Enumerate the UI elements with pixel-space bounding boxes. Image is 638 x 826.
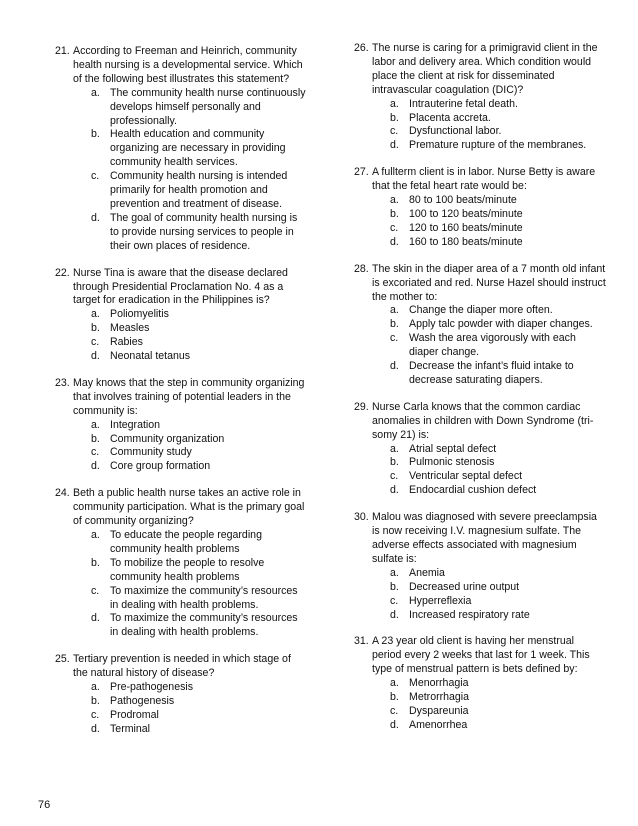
- option-letter: b.: [91, 432, 100, 445]
- option-letter: b.: [91, 128, 100, 141]
- answer-option: [390, 595, 606, 609]
- question-27: [354, 166, 606, 249]
- option-text: To mobilize the people to resolve community health problems: [110, 556, 265, 583]
- option-text: Rabies: [110, 336, 143, 349]
- answer-option: [390, 236, 606, 250]
- option-letter: b.: [91, 556, 100, 569]
- answer-option: [91, 723, 307, 737]
- answer-option: [91, 87, 307, 129]
- answer-option: [91, 557, 307, 585]
- option-text: Endocardial cushion defect: [409, 484, 537, 497]
- answer-option: [91, 350, 307, 364]
- option-letter: a.: [91, 86, 100, 99]
- option-text: Community study: [110, 446, 192, 459]
- answer-options: [73, 681, 307, 737]
- answer-option: [390, 222, 606, 236]
- answer-option: [91, 419, 307, 433]
- option-text: Prodromal: [110, 708, 159, 721]
- answer-option: [91, 585, 307, 613]
- option-letter: d.: [390, 235, 399, 248]
- page-number: 76: [38, 799, 51, 811]
- answer-option: [390, 705, 606, 719]
- option-letter: d.: [390, 360, 399, 373]
- option-letter: b.: [91, 322, 100, 335]
- option-text: Health education and community organizing are necessary in providing community health services.: [110, 128, 286, 169]
- question-text: The nurse is caring for a primigravid client in the labor and delivery area. Which condition would place the client at risk for disseminated intravascular coagulation (DIC)?: [372, 42, 598, 96]
- option-letter: b.: [91, 694, 100, 707]
- option-text: 80 to 100 beats/minute: [409, 194, 517, 207]
- answer-option: [91, 446, 307, 460]
- answer-option: [390, 581, 606, 595]
- answer-option: [91, 612, 307, 640]
- question-23: [55, 377, 307, 474]
- option-letter: a.: [390, 97, 399, 110]
- option-text: Intrauterine fetal death.: [409, 97, 518, 110]
- option-text: Ventricular septal defect: [409, 470, 523, 483]
- option-letter: c.: [390, 704, 399, 717]
- option-letter: d.: [91, 460, 100, 473]
- question-number: 23.: [55, 376, 70, 389]
- answer-option: [390, 98, 606, 112]
- option-text: Integration: [110, 418, 161, 431]
- option-letter: c.: [91, 708, 100, 721]
- answer-option: [390, 112, 606, 126]
- option-letter: d.: [390, 608, 399, 621]
- option-letter: a.: [390, 677, 399, 690]
- option-letter: d.: [390, 139, 399, 152]
- option-text: Terminal: [110, 722, 151, 735]
- option-letter: a.: [390, 442, 399, 455]
- answer-option: [390, 719, 606, 733]
- option-letter: d.: [390, 484, 399, 497]
- left-column: [55, 45, 307, 750]
- answer-options: [73, 87, 307, 254]
- option-text: Apply talc powder with diaper changes.: [409, 318, 593, 331]
- question-31: [354, 635, 606, 732]
- option-text: Placenta accreta.: [409, 111, 491, 124]
- option-letter: b.: [390, 580, 399, 593]
- question-30: [354, 511, 606, 622]
- question-text: According to Freeman and Heinrich, community health nursing is a developmental service. Which of the following best illustrates this statement?: [73, 45, 303, 85]
- option-text: Pathogenesis: [110, 694, 175, 707]
- question-26: [354, 42, 606, 153]
- answer-option: [390, 691, 606, 705]
- option-text: Pre-pathogenesis: [110, 681, 194, 694]
- option-text: Community organization: [110, 432, 225, 445]
- answer-options: [73, 419, 307, 475]
- question-25: [55, 653, 307, 736]
- option-letter: a.: [91, 529, 100, 541]
- answer-option: [390, 125, 606, 139]
- option-letter: d.: [91, 211, 100, 224]
- question-text: Beth a public health nurse takes an active role in community participation. What is the primary goal of community organizing?: [73, 487, 305, 528]
- answer-options: [372, 194, 606, 250]
- option-text: Dysfunctional labor.: [409, 125, 502, 138]
- answer-option: [390, 609, 606, 623]
- option-text: To maximize the community’s resources in dealing with health problems.: [110, 584, 298, 611]
- answer-options: [372, 677, 606, 733]
- question-text: The skin in the diaper area of a 7 month old infant is excoriated and red. Nurse Hazel should instruct the mother to:: [372, 262, 606, 303]
- answer-option: [91, 529, 307, 557]
- question-number: 27.: [354, 166, 369, 179]
- option-letter: d.: [390, 718, 399, 731]
- question-24: [55, 487, 307, 640]
- option-text: The goal of community health nursing is to provide nursing services to people in their own places of residence.: [110, 211, 298, 252]
- answer-option: [91, 709, 307, 723]
- option-text: Menorrhagia: [409, 677, 469, 690]
- answer-option: [390, 360, 606, 388]
- option-letter: a.: [390, 566, 399, 579]
- question-number: 30.: [354, 511, 369, 524]
- answer-options: [372, 443, 606, 499]
- answer-option: [91, 170, 307, 212]
- question-text: Tertiary prevention is needed in which stage of the natural history of disease?: [73, 653, 291, 680]
- answer-options: [372, 567, 606, 623]
- option-letter: a.: [390, 194, 399, 207]
- option-text: The community health nurse continuously develops himself personally and professionally.: [110, 86, 306, 127]
- option-letter: c.: [390, 125, 399, 138]
- option-text: Increased respiratory rate: [409, 608, 530, 621]
- question-number: 24.: [55, 487, 70, 500]
- option-letter: b.: [390, 318, 399, 331]
- option-text: Community health nursing is intended primarily for health promotion and prevention and treatment of disease.: [110, 170, 288, 210]
- answer-option: [390, 567, 606, 581]
- answer-option: [390, 456, 606, 470]
- option-letter: a.: [390, 304, 399, 317]
- option-letter: c.: [91, 584, 100, 597]
- option-text: Premature rupture of the membranes.: [409, 139, 587, 152]
- answer-option: [390, 139, 606, 153]
- answer-option: [390, 332, 606, 360]
- option-letter: a.: [91, 681, 100, 694]
- option-letter: c.: [91, 336, 100, 349]
- answer-option: [390, 484, 606, 498]
- question-28: [354, 263, 606, 388]
- answer-option: [390, 677, 606, 691]
- question-number: 28.: [354, 262, 369, 275]
- question-number: 26.: [354, 42, 369, 54]
- option-text: Atrial septal defect: [409, 442, 497, 455]
- answer-option: [91, 433, 307, 447]
- option-text: Core group formation: [110, 460, 211, 473]
- answer-option: [390, 318, 606, 332]
- answer-options: [372, 304, 606, 387]
- answer-options: [73, 529, 307, 640]
- answer-option: [390, 304, 606, 318]
- option-letter: c.: [390, 332, 399, 345]
- option-text: Decrease the infant’s fluid intake to decrease saturating diapers.: [409, 360, 574, 386]
- option-text: Poliomyelitis: [110, 308, 169, 321]
- question-number: 21.: [55, 45, 70, 57]
- answer-options: [73, 308, 307, 364]
- option-text: Wash the area vigorously with each diaper change.: [409, 332, 576, 359]
- option-letter: c.: [390, 221, 399, 234]
- option-text: Amenorrhea: [409, 718, 468, 731]
- option-text: Change the diaper more often.: [409, 304, 553, 317]
- option-text: 160 to 180 beats/minute: [409, 235, 523, 248]
- option-text: Neonatal tetanus: [110, 350, 191, 363]
- answer-option: [91, 212, 307, 254]
- option-letter: c.: [390, 594, 399, 607]
- question-text: Malou was diagnosed with severe preeclampsia is now receiving I.V. magnesium sulfate. The adverse effects associated with magnesium sulfate is:: [372, 511, 597, 565]
- question-number: 22.: [55, 266, 70, 279]
- question-text: Nurse Tina is aware that the disease declared through Presidential Proclamation No. 4 as a target for eradication in the Philippines is?: [73, 266, 288, 307]
- option-text: Dyspareunia: [409, 704, 469, 717]
- option-letter: d.: [91, 612, 100, 625]
- answer-option: [390, 194, 606, 208]
- answer-option: [390, 443, 606, 457]
- option-letter: b.: [390, 691, 399, 704]
- question-29: [354, 401, 606, 498]
- option-text: Pulmonic stenosis: [409, 456, 495, 469]
- option-letter: a.: [91, 418, 100, 431]
- option-letter: d.: [91, 722, 100, 735]
- answer-option: [91, 308, 307, 322]
- answer-option: [91, 695, 307, 709]
- option-text: Hyperreflexia: [409, 594, 472, 607]
- option-text: Metrorrhagia: [409, 691, 470, 704]
- option-text: 100 to 120 beats/minute: [409, 207, 523, 220]
- answer-options: [372, 98, 606, 154]
- option-text: Decreased urine output: [409, 580, 520, 593]
- question-text: May knows that the step in community organizing that involves training of potential leaders in the community is:: [73, 376, 305, 417]
- option-letter: c.: [91, 446, 100, 459]
- answer-option: [390, 208, 606, 222]
- answer-option: [91, 322, 307, 336]
- answer-option: [390, 470, 606, 484]
- option-text: 120 to 160 beats/minute: [409, 221, 523, 234]
- right-column: [354, 42, 606, 746]
- question-21: [55, 45, 307, 254]
- question-text: Nurse Carla knows that the common cardiac anomalies in children with Down Syndrome (tri-somy 21) is:: [372, 400, 594, 441]
- question-22: [55, 267, 307, 364]
- answer-option: [91, 460, 307, 474]
- answer-option: [91, 128, 307, 170]
- option-text: To educate the people regarding community health problems: [110, 529, 262, 555]
- answer-option: [91, 681, 307, 695]
- option-letter: d.: [91, 350, 100, 363]
- question-number: 31.: [354, 635, 369, 648]
- question-number: 25.: [55, 653, 70, 666]
- option-letter: a.: [91, 308, 100, 321]
- question-text: A fullterm client is in labor. Nurse Betty is aware that the fetal heart rate would be:: [372, 166, 596, 193]
- question-number: 29.: [354, 400, 369, 413]
- option-letter: c.: [390, 470, 399, 483]
- option-text: To maximize the community’s resources in dealing with health problems.: [110, 612, 298, 639]
- answer-option: [91, 336, 307, 350]
- option-letter: b.: [390, 111, 399, 124]
- option-letter: c.: [91, 170, 100, 183]
- option-text: Measles: [110, 322, 150, 335]
- option-letter: b.: [390, 456, 399, 469]
- option-text: Anemia: [409, 566, 445, 579]
- question-text: A 23 year old client is having her menstrual period every 2 weeks that last for 1 week. This type of menstrual pattern is bets defined by:: [372, 635, 590, 676]
- option-letter: b.: [390, 207, 399, 220]
